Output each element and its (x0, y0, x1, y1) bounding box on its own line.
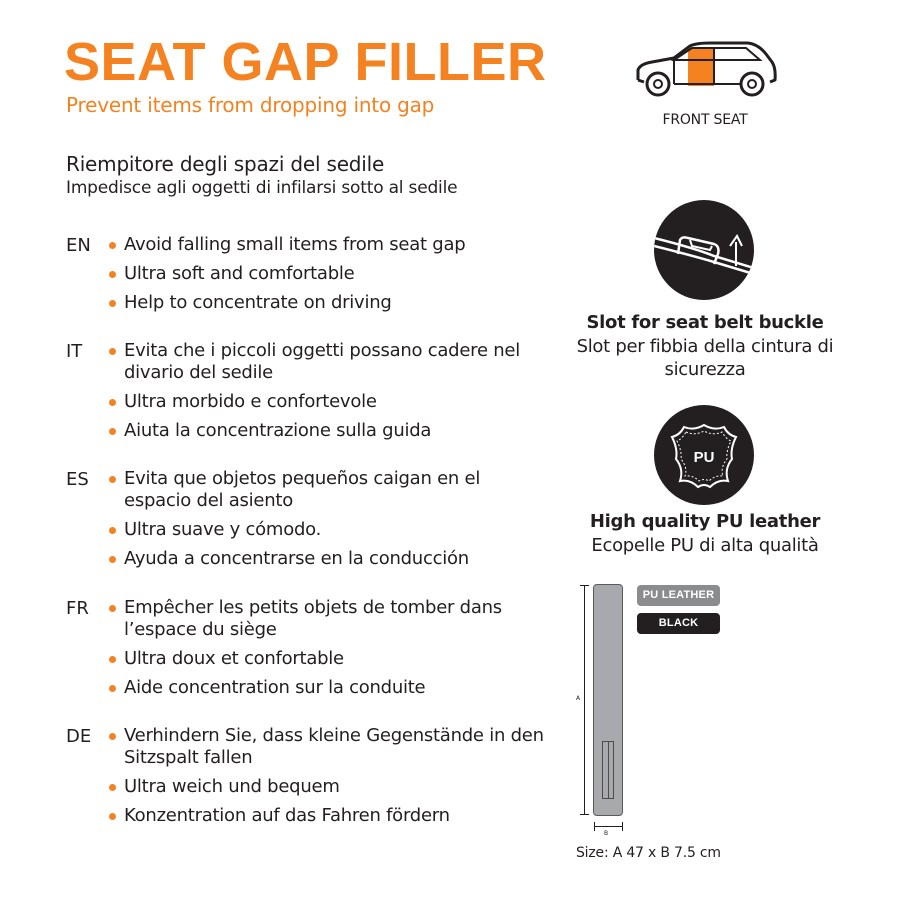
italian-subtitle: Impedisce agli oggetti di infilarsi sotto al sedile (66, 178, 458, 198)
feature-title: High quality PU leather (589, 511, 821, 532)
bullet-item: Ultra suave y cómodo. (108, 519, 548, 541)
dimension-b-cap (594, 822, 595, 831)
dimension-b-line (594, 826, 623, 827)
size-label: Size: A 47 x B 7.5 cm (576, 845, 721, 861)
bullet-item: Ultra morbido e confortevole (108, 391, 548, 413)
bullet-list (108, 725, 548, 834)
color-tag: BLACK (637, 613, 720, 634)
bullet-list (108, 234, 548, 321)
bullet-dot-icon (109, 348, 116, 355)
language-code: IT (66, 341, 83, 362)
bullet-dot-icon (109, 685, 116, 692)
bullet-item: Ultra weich und bequem (108, 776, 548, 798)
product-subtitle: Prevent items from dropping into gap (66, 93, 435, 117)
feature-subtitle: Ecopelle PU di alta qualità (591, 535, 819, 556)
language-code: ES (66, 469, 89, 490)
bullet-item: Ayuda a concentrarse en la conducción (108, 548, 548, 570)
dimension-a-line (584, 585, 585, 815)
bullet-dot-icon (109, 242, 116, 249)
bullet-item: Evita che i piccoli oggetti possano cadere nel divario del sedile (108, 340, 548, 384)
bullet-dot-icon (109, 527, 116, 534)
feature-title: Slot for seat belt buckle (586, 312, 824, 333)
dimension-a-cap (580, 814, 589, 815)
bullet-dot-icon (109, 605, 116, 612)
bullet-dot-icon (109, 428, 116, 435)
language-code: FR (66, 598, 89, 619)
bullet-dot-icon (109, 784, 116, 791)
bullet-list (108, 468, 548, 577)
bullet-dot-icon (109, 813, 116, 820)
bullet-dot-icon (109, 271, 116, 278)
bullet-dot-icon (109, 300, 116, 307)
feature-subtitle: Slot per fibbia della cintura di sicurezza (576, 336, 834, 380)
bullet-item: Empêcher les petits objets de tomber dans l’espace du siège (108, 597, 548, 641)
bullet-item: Avoid falling small items from seat gap (108, 234, 548, 256)
language-code: DE (66, 726, 92, 747)
svg-text:PU: PU (693, 449, 715, 466)
bullet-item: Aide concentration sur la conduite (108, 677, 548, 699)
material-tag: PU LEATHER (637, 585, 720, 606)
bullet-list (108, 597, 548, 706)
bullet-dot-icon (109, 733, 116, 740)
bullet-item: Help to concentrate on driving (108, 292, 548, 314)
bullet-item: Ultra doux et confortable (108, 648, 548, 670)
bullet-dot-icon (109, 476, 116, 483)
bullet-dot-icon (109, 656, 116, 663)
pu-leather-feature (560, 510, 850, 557)
bullet-item: Evita que objetos pequeños caigan en el espacio del asiento (108, 468, 548, 512)
seat-belt-buckle-icon (654, 200, 754, 300)
front-seat-label: FRONT SEAT (662, 112, 748, 128)
bullet-list (108, 340, 548, 449)
seat-belt-feature (560, 311, 850, 381)
bullet-item: Aiuta la concentrazione sulla guida (108, 420, 548, 442)
bullet-dot-icon (109, 399, 116, 406)
car-front-seat-icon (630, 40, 780, 100)
dimension-a-cap (580, 585, 589, 586)
dimension-a-label: A (576, 695, 581, 702)
gap-filler-strip (593, 584, 623, 816)
buckle-slot (602, 741, 614, 799)
product-title: SEAT GAP FILLER (64, 32, 547, 92)
leather-hide-icon (654, 405, 754, 505)
bullet-item: Verhindern Sie, dass kleine Gegenstände in den Sitzspalt fallen (108, 725, 548, 769)
dimension-b-cap (622, 822, 623, 831)
language-code: EN (66, 235, 91, 256)
bullet-item: Konzentration auf das Fahren fördern (108, 805, 548, 827)
bullet-item: Ultra soft and comfortable (108, 263, 548, 285)
dimension-b-label: B (604, 830, 609, 837)
bullet-dot-icon (109, 556, 116, 563)
italian-title: Riempitore degli spazi del sedile (66, 152, 385, 176)
